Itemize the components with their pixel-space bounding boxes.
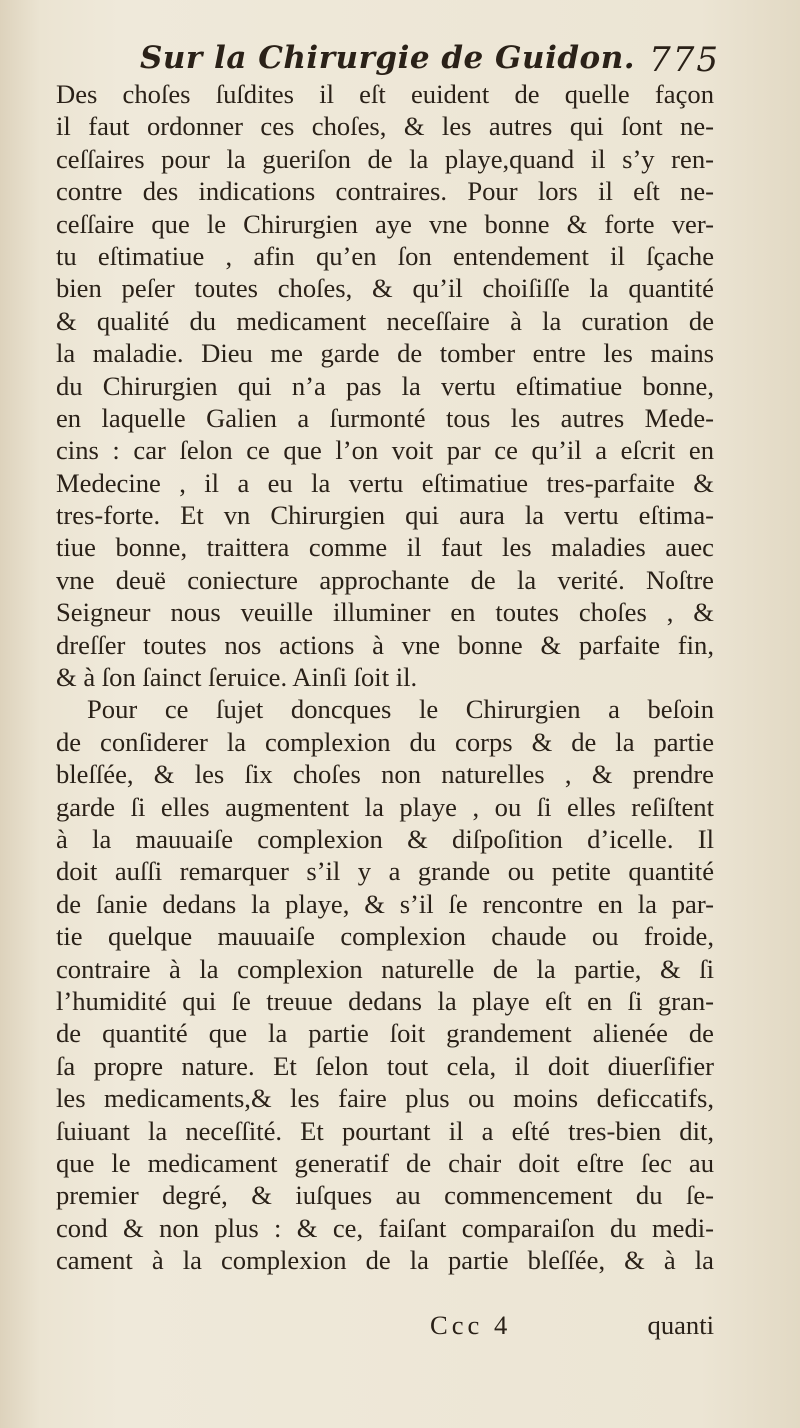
- text-line: Pour ce ſujet doncques le Chirurgien a beſoin: [87, 694, 714, 725]
- text-line: en laquelle Galien a ſurmonté tous les autres Mede-: [56, 402, 714, 433]
- text-line: cins : car ſelon ce que l’on voit par ce qu’il a eſcrit en: [56, 435, 714, 466]
- page-number: 775: [649, 40, 720, 80]
- running-title: Sur la Chirurgie de Guidon.: [140, 40, 636, 76]
- text-line: de conſiderer la complexion du corps & de la partie: [56, 726, 714, 757]
- text-line: il faut ordonner ces choſes, & les autres qui ſont ne-: [56, 111, 714, 142]
- text-line: tres-forte. Et vn Chirurgien qui aura la vertu eſtima-: [56, 500, 714, 531]
- text-line: & qualité du medicament neceſſaire à la curation de: [56, 305, 714, 336]
- text-line: ſa propre nature. Et ſelon tout cela, il doit diuerſifier: [56, 1050, 714, 1081]
- text-line: ceſſaires pour la gueriſon de la playe,quand il s’y ren-: [56, 143, 714, 174]
- text-line: cament à la complexion de la partie bleſſée, & à la: [56, 1245, 714, 1276]
- signature-mark: Ccc 4: [430, 1310, 512, 1340]
- text-line: à la mauuaiſe complexion & diſpoſition d’icelle. Il: [56, 823, 714, 854]
- text-line: la maladie. Dieu me garde de tomber entre les mains: [56, 338, 714, 369]
- text-line: Medecine , il a eu la vertu eſtimatiue tres-parfaite &: [56, 467, 714, 498]
- text-line: les medicaments,& les faire plus ou moins deficcatifs,: [56, 1083, 714, 1114]
- text-line: ceſſaire que le Chirurgien aye vne bonne & forte ver-: [56, 208, 714, 239]
- text-line: du Chirurgien qui n’a pas la vertu eſtimatiue bonne,: [56, 370, 714, 401]
- page-footer: [56, 1310, 714, 1346]
- text-line: doit auſſi remarquer s’il y a grande ou petite quantité: [56, 856, 714, 887]
- text-line: vne deuë coniecture approchante de la verité. Noſtre: [56, 564, 714, 595]
- text-line: Des choſes ſuſdites il eſt euident de quelle façon: [56, 79, 714, 109]
- text-line: contraire à la complexion naturelle de la partie, & ſi: [56, 953, 714, 984]
- text-line: tu eſtimatiue , afin qu’en ſon entendement il ſçache: [56, 240, 714, 271]
- text-line: dreſſer toutes nos actions à vne bonne & parfaite fin,: [56, 629, 714, 660]
- body-text: [56, 78, 714, 1276]
- text-line: garde ſi elles augmentent la playe , ou ſi elles reſiſtent: [56, 791, 714, 822]
- text-line: bleſſée, & les ſix choſes non naturelles , & prendre: [56, 759, 714, 790]
- text-line: contre des indications contraires. Pour lors il eſt ne-: [56, 176, 714, 207]
- text-line: que le medicament generatif de chair doit eſtre ſec au: [56, 1147, 714, 1178]
- text-line: & à ſon ſainct ſeruice. Ainſi ſoit il.: [56, 662, 418, 693]
- catchword: quanti: [647, 1310, 714, 1340]
- text-line: bien peſer toutes choſes, & qu’il choiſiſſe la quantité: [56, 273, 714, 304]
- text-line: de quantité que la partie ſoit grandement alienée de: [56, 1018, 714, 1049]
- text-line: de ſanie dedans la playe, & s’il ſe rencontre en la par-: [56, 888, 714, 919]
- text-line: cond & non plus : & ce, faiſant comparaiſon du medi-: [56, 1212, 714, 1243]
- text-line: ſuiuant la neceſſité. Et pourtant il a eſté tres-bien dit,: [56, 1115, 714, 1146]
- text-line: Seigneur nous veuille illuminer en toutes choſes , &: [56, 597, 714, 628]
- text-line: tiue bonne, traittera comme il faut les maladies auec: [56, 532, 714, 563]
- text-line: premier degré, & iuſques au commencement du ſe-: [56, 1180, 714, 1211]
- text-line: l’humidité qui ſe treuue dedans la playe eſt en ſi gran-: [56, 985, 714, 1016]
- text-line: tie quelque mauuaiſe complexion chaude ou froide,: [56, 921, 714, 952]
